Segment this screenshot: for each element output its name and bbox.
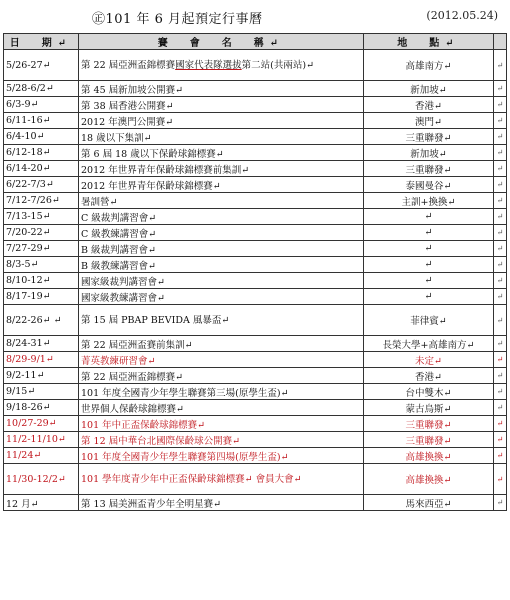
cell-location: ↵	[364, 257, 494, 273]
cell-date: 7/12-7/26↵	[4, 193, 79, 209]
cell-paragraph-mark: ↵	[494, 352, 507, 368]
cell-event-name	[79, 209, 364, 225]
schedule-table	[3, 33, 507, 511]
cell-date: 7/13-15↵	[4, 209, 79, 225]
cell-paragraph-mark: ↵	[494, 129, 507, 145]
cell-event-name	[79, 81, 364, 97]
cell-date: 5/28-6/2↵	[4, 81, 79, 97]
cell-location: 主訓+換換↵	[364, 193, 494, 209]
table-row	[4, 129, 507, 145]
event-name-text: 第 38 屆香港公開賽↵	[81, 100, 174, 112]
table-row	[4, 257, 507, 273]
cell-paragraph-mark: ↵	[494, 81, 507, 97]
table-row	[4, 50, 507, 81]
table-row	[4, 113, 507, 129]
cell-date: 10/27-29↵	[4, 416, 79, 432]
event-name-text: 第 22 屆亞洲盃賽前集訓↵	[81, 339, 193, 351]
event-name-text: B 級裁判講習會↵	[81, 244, 156, 256]
cell-date: 6/14-20↵	[4, 161, 79, 177]
event-name-text: 第 13 屆美洲盃青少年全明星賽↵	[81, 498, 222, 510]
cell-location: ↵	[364, 273, 494, 289]
table-row	[4, 336, 507, 352]
event-name-text: 第 22 屆亞洲盃錦標賽	[81, 59, 176, 71]
cell-date: 11/24↵	[4, 448, 79, 464]
table-row	[4, 225, 507, 241]
cell-date: 7/20-22↵	[4, 225, 79, 241]
cell-event-name	[79, 273, 364, 289]
title-row	[0, 6, 510, 28]
cell-paragraph-mark: ↵	[494, 161, 507, 177]
cell-event-name	[79, 225, 364, 241]
event-name-text: C 級裁判講習會↵	[81, 212, 157, 224]
cell-location: 蒙古烏斯↵	[364, 400, 494, 416]
cell-date: 6/12-18↵	[4, 145, 79, 161]
cell-date: 11/2-11/10↵	[4, 432, 79, 448]
cell-event-name	[79, 129, 364, 145]
cell-paragraph-mark: ↵	[494, 177, 507, 193]
table-row	[4, 161, 507, 177]
table-row	[4, 448, 507, 464]
header-date: 日 期↵	[4, 34, 79, 50]
cell-date: 11/30-12/2↵	[4, 464, 79, 495]
cell-date: 8/29-9/1↵	[4, 352, 79, 368]
event-name-text: 101 年中正盃保齡球錦標賽↵	[81, 419, 206, 431]
cell-paragraph-mark: ↵	[494, 273, 507, 289]
cell-date: 8/22-26↵ ↵	[4, 305, 79, 336]
table-header-row	[4, 34, 507, 50]
cell-paragraph-mark: ↵	[494, 257, 507, 273]
event-name-text: 2012 年澳門公開賽↵	[81, 116, 174, 128]
cell-event-name	[79, 352, 364, 368]
cell-paragraph-mark: ↵	[494, 336, 507, 352]
cell-location: 三重聯發↵	[364, 416, 494, 432]
cell-date: 6/11-16↵	[4, 113, 79, 129]
event-name-text: 18 歲以下集訓↵	[81, 132, 152, 144]
event-name-text: 世界個人保齡球錦標賽↵	[81, 403, 184, 415]
cell-event-name	[79, 193, 364, 209]
table-row	[4, 97, 507, 113]
cell-paragraph-mark: ↵	[494, 50, 507, 81]
cell-paragraph-mark: ↵	[494, 225, 507, 241]
cell-event-name	[79, 495, 364, 511]
cell-paragraph-mark: ↵	[494, 241, 507, 257]
cell-location: 菲律賓↵	[364, 305, 494, 336]
event-name-text: 第 6 屆 18 歲以下保齡球錦標賽↵	[81, 148, 224, 160]
cell-location: ↵	[364, 289, 494, 305]
event-name-text: 第 22 屆亞洲盃錦標賽↵	[81, 371, 184, 383]
cell-date: 6/4-10↵	[4, 129, 79, 145]
event-name-suffix: 第二站(共兩站)↵	[241, 59, 315, 71]
event-name-text: 第 12 屆中華台北國際保齡球公開賽↵	[81, 435, 241, 447]
table-body	[4, 50, 507, 511]
cell-event-name	[79, 113, 364, 129]
event-name-text: 101 年度全國青少年學生聯賽第三場(原學生盃)↵	[81, 387, 289, 399]
cell-paragraph-mark: ↵	[494, 305, 507, 336]
cell-event-name	[79, 464, 364, 495]
cell-paragraph-mark: ↵	[494, 289, 507, 305]
event-name-text: 第 15 屆 PBAP BEVIDA 風暴盃↵	[81, 314, 230, 326]
event-name-text: 2012 年世界青年保齡球錦標賽前集訓↵	[81, 164, 250, 176]
cell-event-name	[79, 257, 364, 273]
cell-location: ↵	[364, 225, 494, 241]
cell-event-name	[79, 448, 364, 464]
cell-event-name	[79, 305, 364, 336]
cell-date: 9/15↵	[4, 384, 79, 400]
cell-location: 未定↵	[364, 352, 494, 368]
cell-location: 新加坡↵	[364, 81, 494, 97]
cell-location: 三重聯發↵	[364, 129, 494, 145]
cell-location: 泰國曼谷↵	[364, 177, 494, 193]
cell-location: 澳門↵	[364, 113, 494, 129]
table-row	[4, 432, 507, 448]
cell-paragraph-mark: ↵	[494, 400, 507, 416]
cell-event-name	[79, 432, 364, 448]
table-row	[4, 384, 507, 400]
table-row	[4, 352, 507, 368]
cell-date: 8/10-12↵	[4, 273, 79, 289]
cell-paragraph-mark: ↵	[494, 97, 507, 113]
table-row	[4, 416, 507, 432]
cell-location: 長榮大學+高雄南方↵	[364, 336, 494, 352]
cell-location: 新加坡↵	[364, 145, 494, 161]
table-row	[4, 464, 507, 495]
table-row	[4, 495, 507, 511]
cell-date: 6/3-9↵	[4, 97, 79, 113]
cell-event-name	[79, 50, 364, 81]
cell-location: 香港↵	[364, 368, 494, 384]
cell-event-name	[79, 368, 364, 384]
table-row	[4, 177, 507, 193]
cell-paragraph-mark: ↵	[494, 416, 507, 432]
event-name-text: 101 學年度青少年中正盃保齡球錦標賽↵ 會員大會↵	[81, 473, 302, 485]
cell-date: 8/24-31↵	[4, 336, 79, 352]
cell-paragraph-mark: ↵	[494, 495, 507, 511]
event-name-text: 第 45 屆新加坡公開賽↵	[81, 84, 184, 96]
cell-paragraph-mark: ↵	[494, 448, 507, 464]
cell-date: 5/26-27↵	[4, 50, 79, 81]
event-name-underlined: 國家代表隊選拔	[175, 59, 242, 71]
cell-event-name	[79, 161, 364, 177]
table-row	[4, 81, 507, 97]
revision-date: (2012.05.24)	[426, 9, 498, 22]
cell-date: 6/22-7/3↵	[4, 177, 79, 193]
event-name-text: 2012 年世界青年保齡球錦標賽↵	[81, 180, 221, 192]
table-row	[4, 400, 507, 416]
page-title: ㊣101 年 6 月起預定行事曆	[92, 12, 263, 27]
cell-date: 9/18-26↵	[4, 400, 79, 416]
cell-paragraph-mark: ↵	[494, 113, 507, 129]
table-row	[4, 368, 507, 384]
event-name-text: 101 年度全國青少年學生聯賽第四場(原學生盃)↵	[81, 451, 289, 463]
cell-event-name	[79, 241, 364, 257]
cell-event-name	[79, 177, 364, 193]
cell-event-name	[79, 336, 364, 352]
cell-date: 7/27-29↵	[4, 241, 79, 257]
cell-paragraph-mark: ↵	[494, 384, 507, 400]
cell-location: ↵	[364, 209, 494, 225]
table-row	[4, 193, 507, 209]
table-row	[4, 145, 507, 161]
cell-event-name	[79, 145, 364, 161]
cell-location: 香港↵	[364, 97, 494, 113]
cell-location: 三重聯發↵	[364, 432, 494, 448]
event-name-text: 國家級教練講習會↵	[81, 292, 165, 304]
cell-paragraph-mark: ↵	[494, 368, 507, 384]
cell-paragraph-mark: ↵	[494, 145, 507, 161]
cell-paragraph-mark: ↵	[494, 464, 507, 495]
cell-date: 8/17-19↵	[4, 289, 79, 305]
event-name-text: B 級教練講習會↵	[81, 260, 156, 272]
table-row	[4, 209, 507, 225]
cell-event-name	[79, 97, 364, 113]
cell-paragraph-mark: ↵	[494, 193, 507, 209]
table-row	[4, 241, 507, 257]
cell-event-name	[79, 289, 364, 305]
cell-paragraph-mark: ↵	[494, 209, 507, 225]
event-name-text: 菁英教練研習會↵	[81, 355, 156, 367]
cell-location: 三重聯發↵	[364, 161, 494, 177]
cell-event-name	[79, 416, 364, 432]
event-name-text: C 級教練講習會↵	[81, 228, 157, 240]
header-event-name: 賽 會 名 稱↵	[79, 34, 364, 50]
cell-paragraph-mark: ↵	[494, 432, 507, 448]
cell-event-name	[79, 400, 364, 416]
cell-date: 9/2-11↵	[4, 368, 79, 384]
cell-location: 台中雙木↵	[364, 384, 494, 400]
table-row	[4, 305, 507, 336]
header-mark	[494, 34, 507, 50]
cell-location: 高雄南方↵	[364, 50, 494, 81]
cell-date: 12 月↵	[4, 495, 79, 511]
table-row	[4, 273, 507, 289]
cell-location: 高雄換換↵	[364, 464, 494, 495]
cell-date: 8/3-5↵	[4, 257, 79, 273]
cell-location: ↵	[364, 241, 494, 257]
table-row	[4, 289, 507, 305]
header-location: 地 點↵	[364, 34, 494, 50]
event-name-text: 暑訓營↵	[81, 196, 118, 208]
event-name-text: 國家級裁判講習會↵	[81, 276, 165, 288]
cell-location: 高雄換換↵	[364, 448, 494, 464]
cell-event-name	[79, 384, 364, 400]
cell-location: 馬來西亞↵	[364, 495, 494, 511]
